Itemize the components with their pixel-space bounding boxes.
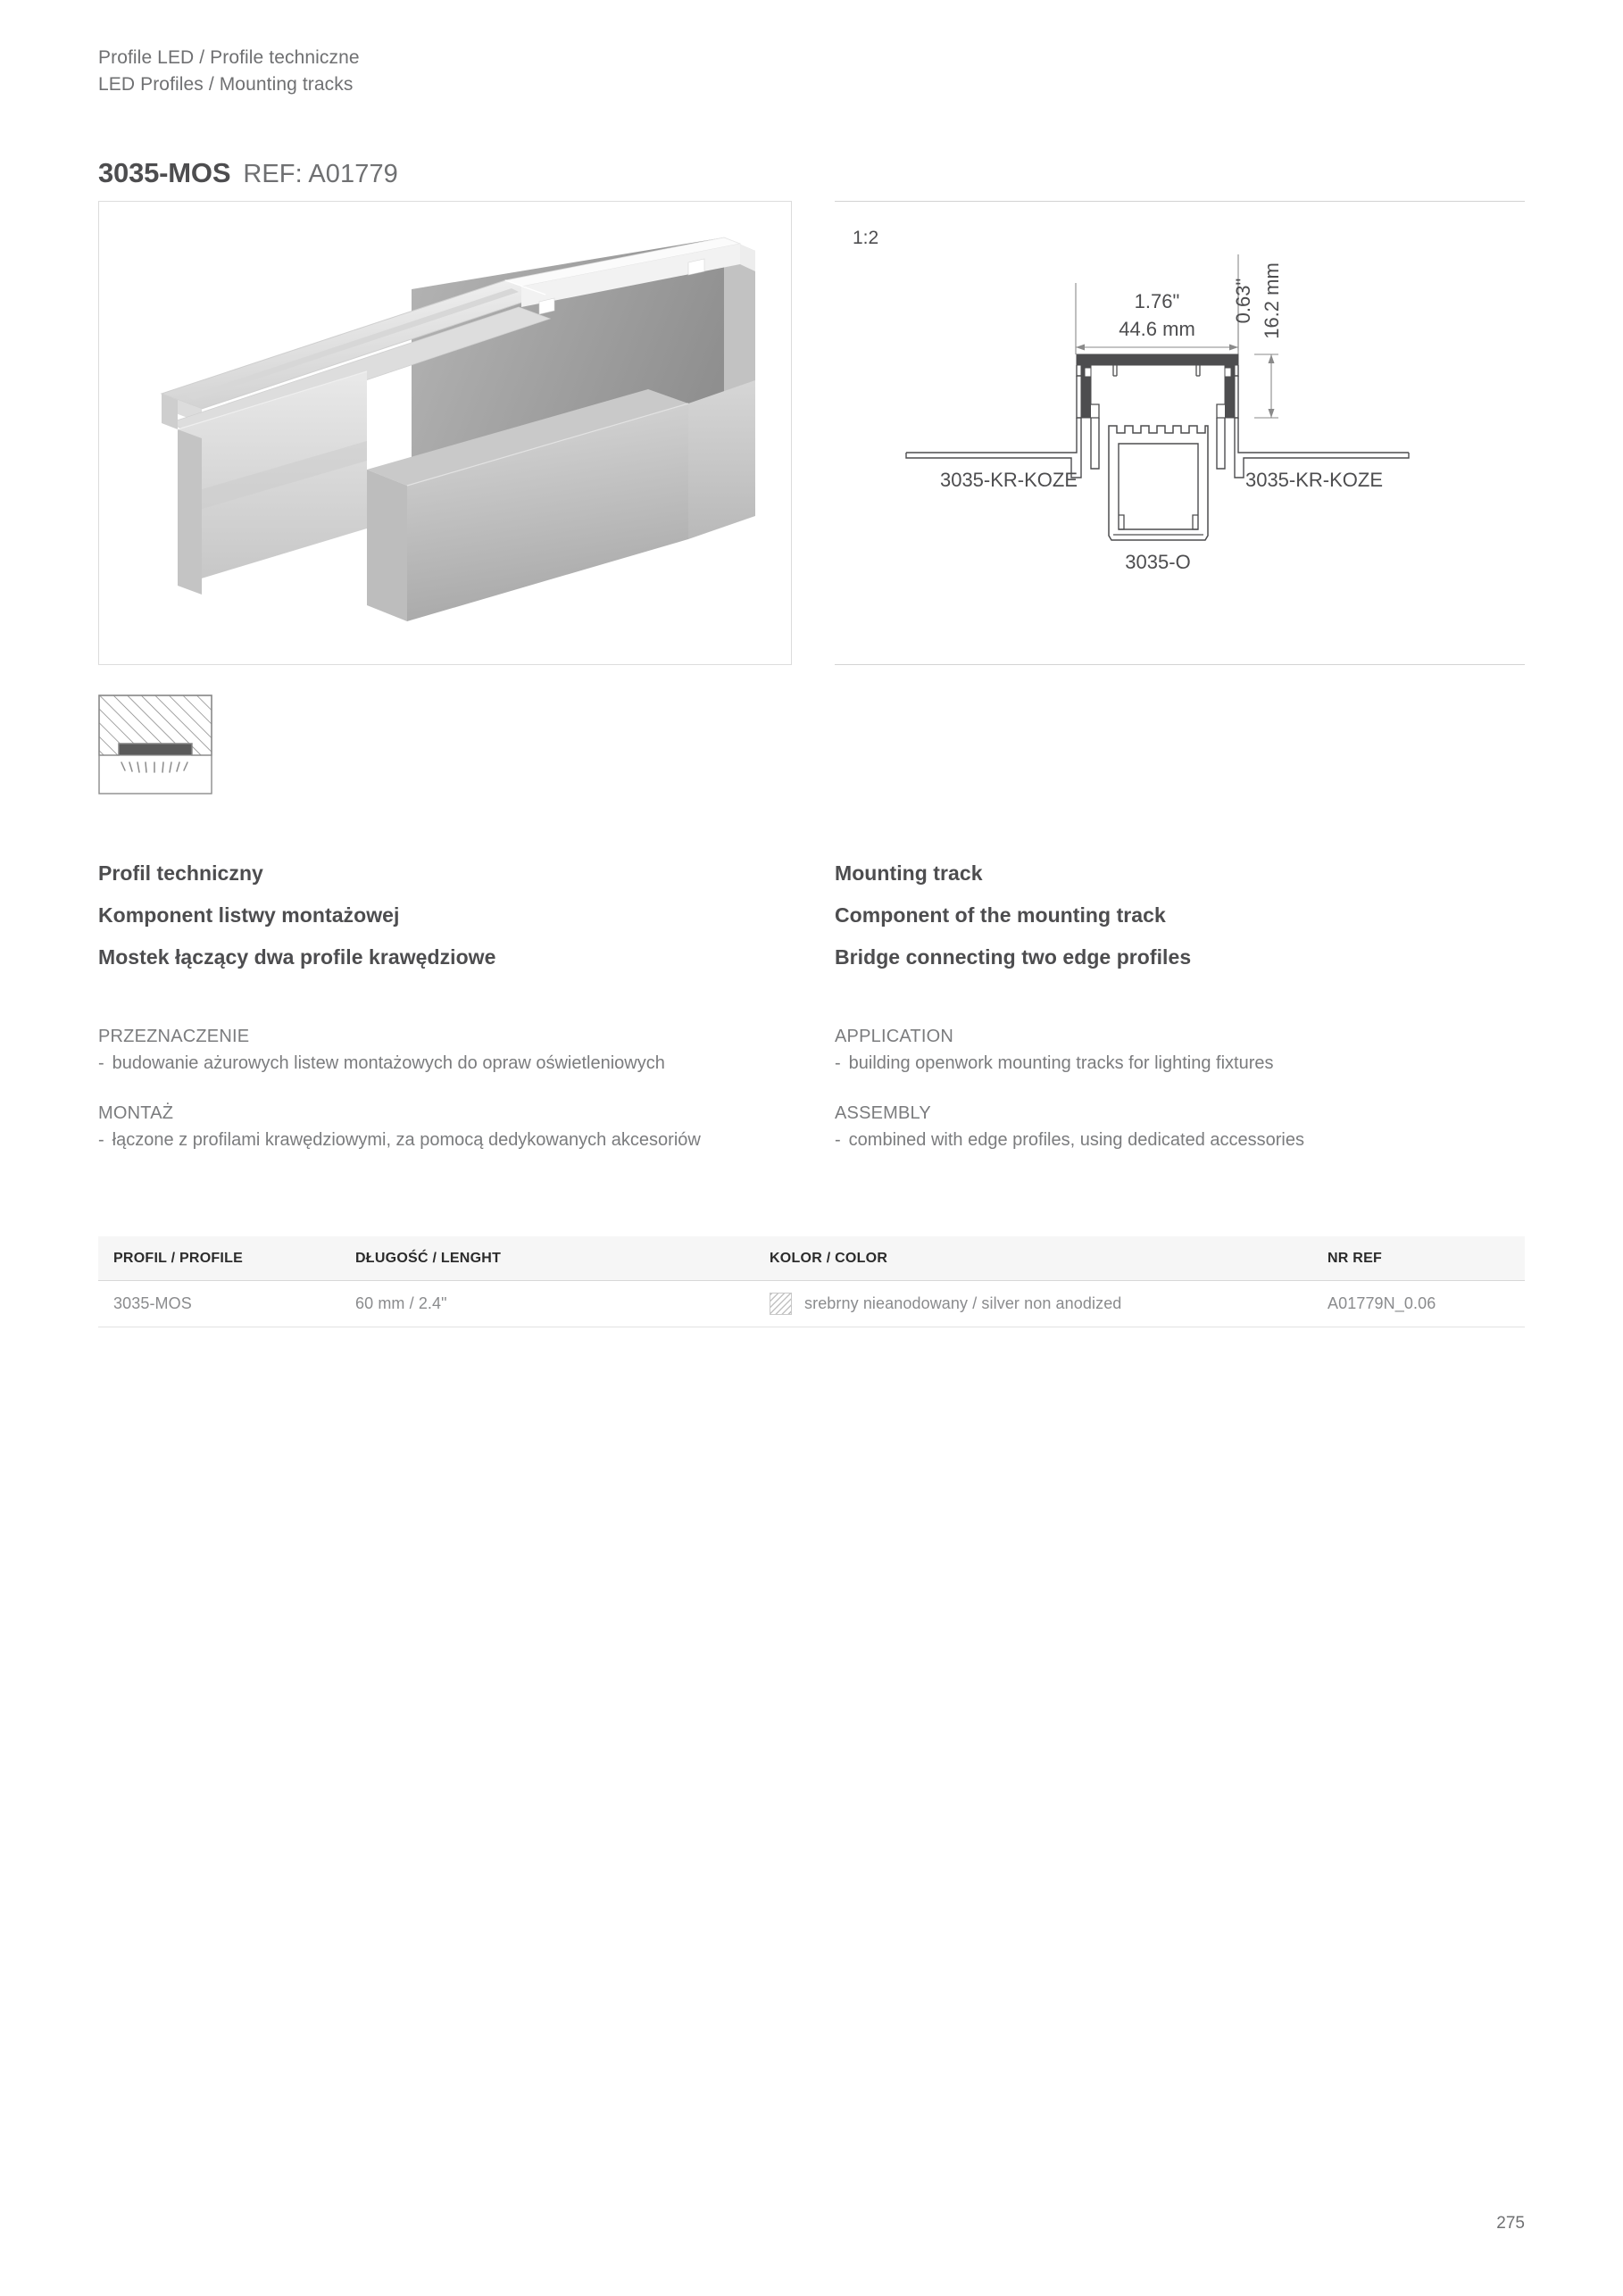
product-variants-table xyxy=(98,1236,1525,1327)
bullet-dash: - xyxy=(98,1053,104,1073)
desc-section-title: ASSEMBLY xyxy=(835,1103,931,1123)
desc-section-title: PRZEZNACZENIE xyxy=(98,1027,250,1046)
desc-section-pl-0 xyxy=(98,1023,759,1077)
desc-heading-pl-2: Mostek łączący dwa profile krawędziowe xyxy=(98,945,496,969)
bullet-dash: - xyxy=(835,1053,841,1073)
breadcrumb-line-1: Profile LED / Profile techniczne xyxy=(98,47,360,68)
technical-drawing-panel xyxy=(835,201,1525,665)
column-header-ref: NR REF xyxy=(1328,1250,1383,1266)
desc-heading-en-2: Bridge connecting two edge profiles xyxy=(835,945,1192,969)
desc-section-item: - building openwork mounting tracks for lighting fixtures xyxy=(835,1050,1495,1077)
table-header-row xyxy=(98,1236,1525,1281)
label-left-profile: 3035-KR-KOZE xyxy=(939,469,1078,491)
table-row[interactable] xyxy=(98,1281,1525,1327)
column-header-color: KOLOR / COLOR xyxy=(770,1250,888,1266)
desc-section-item: - łączone z profilami krawędziowymi, za pomocą dedykowanych akcesoriów xyxy=(98,1127,759,1153)
desc-section-title: MONTAŻ xyxy=(98,1103,174,1123)
desc-section-item: - combined with edge profiles, using dedicated accessories xyxy=(835,1127,1495,1153)
dim-width-inch: 1.76" xyxy=(1134,290,1180,312)
cell-color xyxy=(770,1293,1328,1315)
product-code: 3035-MOS xyxy=(98,157,231,188)
desc-heading-pl-1: Komponent listwy montażowej xyxy=(98,903,400,927)
dim-height-inch: 0.63" xyxy=(1232,278,1254,324)
recessed-ceiling-mount-icon xyxy=(98,695,212,794)
bullet-dash: - xyxy=(835,1130,841,1150)
product-photo-frame xyxy=(98,201,792,665)
drawing-scale-label: 1:2 xyxy=(853,228,879,248)
desc-section-pl-1 xyxy=(98,1100,759,1153)
mount-icon-graphic xyxy=(98,695,212,794)
dim-height-mm: 16.2 mm xyxy=(1261,262,1283,339)
desc-heading-en-0: Mounting track xyxy=(835,861,983,885)
breadcrumb-line-2: LED Profiles / Mounting tracks xyxy=(98,74,354,95)
desc-section-en-1 xyxy=(835,1100,1495,1153)
cell-length: 60 mm / 2.4" xyxy=(355,1294,447,1312)
cell-profile: 3035-MOS xyxy=(113,1294,192,1312)
desc-section-title: APPLICATION xyxy=(835,1027,953,1046)
cross-section-drawing xyxy=(835,201,1525,665)
cell-ref: A01779N_0.06 xyxy=(1328,1294,1436,1312)
label-center-profile: 3035-O xyxy=(1125,551,1191,573)
dim-width-mm: 44.6 mm xyxy=(1119,318,1195,340)
product-photo xyxy=(99,202,791,664)
description-polish xyxy=(98,853,759,1177)
label-right-profile: 3035-KR-KOZE xyxy=(1244,469,1384,491)
desc-heading-en-1: Component of the mounting track xyxy=(835,903,1166,927)
desc-heading-pl-0: Profil techniczny xyxy=(98,861,263,885)
desc-section-item: - budowanie ażurowych listew montażowych do opraw oświetleniowych xyxy=(98,1050,759,1077)
color-swatch-icon xyxy=(770,1293,792,1315)
column-header-length: DŁUGOŚĆ / LENGHT xyxy=(355,1250,502,1266)
page-number: 275 xyxy=(1496,2214,1525,2233)
cell-color-label: srebrny nieanodowany / silver non anodized xyxy=(804,1294,1122,1312)
description-english xyxy=(835,853,1495,1177)
product-ref: REF: A01779 xyxy=(243,160,398,188)
breadcrumb xyxy=(98,45,360,98)
column-header-profile: PROFIL / PROFILE xyxy=(113,1250,244,1266)
desc-section-en-0 xyxy=(835,1023,1495,1077)
bullet-dash: - xyxy=(98,1130,104,1150)
page-title xyxy=(98,157,398,189)
